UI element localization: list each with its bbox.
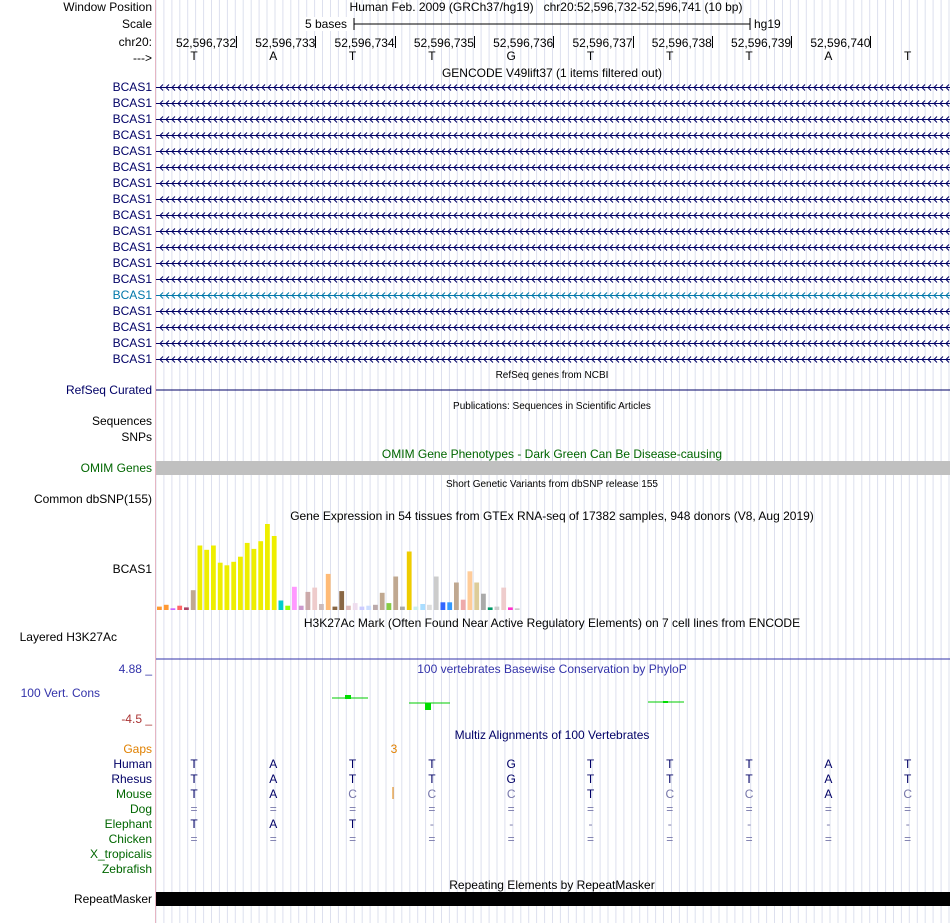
species-label[interactable]: Human: [113, 757, 152, 771]
alignment-base: =: [507, 832, 515, 846]
chrom-label: chr20:: [118, 35, 152, 49]
alignment-base: =: [190, 832, 198, 846]
ruler-tick-label: 52,596,734: [334, 36, 395, 50]
alignment-base: C: [427, 787, 437, 801]
gtex-bar: [258, 541, 263, 610]
db-name: hg19: [754, 17, 781, 31]
ruler-tick: [870, 36, 871, 48]
alignment-base: T: [348, 757, 357, 771]
track-area: [156, 0, 950, 923]
gtex-bar: [420, 604, 425, 610]
alignment-base: A: [269, 772, 278, 786]
species-label[interactable]: Mouse: [115, 787, 152, 801]
gtex-bar: [353, 603, 358, 610]
alignment-base: =: [349, 832, 357, 846]
gencode-gene-label[interactable]: BCAS1: [112, 80, 152, 94]
gtex-bar: [400, 607, 405, 610]
gtex-bar: [366, 606, 371, 610]
gencode-gene-label[interactable]: BCAS1: [112, 240, 152, 254]
base-letter: T: [428, 49, 436, 63]
gtex-bar: [454, 583, 459, 611]
species-label[interactable]: Elephant: [104, 817, 152, 831]
gtex-bar: [501, 588, 506, 610]
gtex-gene-label[interactable]: BCAS1: [112, 562, 152, 576]
alignment-base: -: [509, 817, 514, 831]
omim-bar[interactable]: [156, 461, 950, 475]
gtex-bar: [495, 607, 500, 610]
gencode-gene-label[interactable]: BCAS1: [112, 352, 152, 366]
species-label[interactable]: Dog: [129, 802, 152, 816]
gtex-bar: [164, 605, 169, 610]
alignment-base: =: [190, 802, 198, 816]
ruler-tick: [315, 36, 316, 48]
alignment-base: T: [745, 757, 753, 771]
ruler-tick: [236, 36, 237, 48]
gtex-bar: [326, 574, 331, 610]
scale-bar: [156, 16, 950, 36]
ruler-tick-label: 52,596,739: [731, 36, 792, 50]
gtex-bar: [238, 557, 243, 610]
strand-label: --->: [133, 51, 152, 65]
ruler-tick-label: 52,596,738: [651, 36, 712, 50]
alignment-base: T: [428, 757, 436, 771]
alignment-base: C: [506, 787, 516, 801]
gencode-gene-label[interactable]: BCAS1: [112, 144, 152, 158]
alignment-base: =: [586, 802, 594, 816]
pubs-title: Publications: Sequences in Scientific Articles: [453, 401, 651, 412]
gtex-bar: [292, 587, 297, 610]
scale-text: 5 bases: [300, 17, 352, 31]
alignment-base: A: [269, 757, 278, 771]
refseq-title: RefSeq genes from NCBI: [495, 370, 609, 381]
alignment-base: C: [903, 787, 913, 801]
alignment-base: -: [826, 817, 831, 831]
gencode-transcripts[interactable]: [156, 80, 950, 370]
gencode-gene-label[interactable]: BCAS1: [112, 288, 152, 302]
alignment-base: T: [586, 787, 595, 801]
alignment-base: T: [190, 787, 198, 801]
species-label[interactable]: Rhesus: [111, 772, 152, 786]
alignment-base: G: [506, 772, 516, 786]
gtex-bar: [380, 593, 385, 610]
refseq-line[interactable]: [156, 388, 950, 392]
alignment-base: =: [666, 802, 674, 816]
gtex-bar: [198, 546, 203, 611]
ruler-tick: [633, 36, 634, 48]
alignment-base: T: [348, 817, 357, 831]
alignment-base: -: [588, 817, 593, 831]
dbsnp-label[interactable]: Common dbSNP(155): [33, 492, 152, 506]
base-letter: T: [190, 49, 198, 63]
ruler-tick-label: 52,596,733: [255, 36, 316, 50]
base-letter: T: [745, 49, 753, 63]
base-letter: A: [269, 49, 278, 63]
alignment-base: =: [428, 832, 436, 846]
ruler-tick-label: 52,596,740: [810, 36, 871, 50]
alignment-base: -: [667, 817, 672, 831]
gtex-bar: [231, 562, 236, 610]
alignment-base: =: [824, 832, 832, 846]
gtex-bar: [319, 604, 324, 610]
gap-marker: [388, 786, 398, 802]
alignment-base: A: [824, 772, 833, 786]
gtex-bar: [171, 608, 176, 610]
base-letter: T: [348, 49, 357, 63]
gencode-title: GENCODE V49lift37 (1 items filtered out): [441, 66, 663, 80]
gtex-bar: [414, 607, 419, 610]
gtex-bar-chart[interactable]: [156, 522, 950, 612]
gtex-bar: [515, 608, 520, 610]
gtex-bar: [373, 605, 378, 610]
alignment-base: A: [824, 757, 833, 771]
alignment-base: =: [586, 832, 594, 846]
alignment-base: =: [745, 802, 753, 816]
alignment-base: C: [348, 787, 357, 801]
gtex-bar: [279, 601, 284, 611]
gtex-bar: [481, 594, 486, 610]
ruler-tick-label: 52,596,736: [493, 36, 554, 50]
phylop-signal[interactable]: [156, 690, 950, 720]
gencode-gene-label[interactable]: BCAS1: [112, 96, 152, 110]
gtex-bar: [360, 607, 365, 610]
dbsnp-title: Short Genetic Variants from dbSNP release 155: [446, 479, 658, 490]
gtex-bar: [306, 592, 311, 610]
alignment-base: C: [665, 787, 675, 801]
species-label[interactable]: Chicken: [108, 832, 152, 846]
gtex-bar: [387, 603, 392, 610]
alignment-base: T: [190, 817, 198, 831]
gtex-bar: [461, 600, 466, 610]
gtex-bar: [211, 546, 216, 611]
alignment-base: T: [666, 757, 674, 771]
base-letter: T: [904, 49, 912, 63]
gtex-bar: [272, 536, 277, 610]
alignment-base: A: [824, 787, 833, 801]
alignment-base: T: [586, 772, 595, 786]
alignment-base: A: [269, 817, 278, 831]
base-letter: G: [506, 49, 516, 63]
gencode-gene-label[interactable]: BCAS1: [112, 160, 152, 174]
ruler-tick-label: 52,596,737: [572, 36, 633, 50]
assembly-position: Human Feb. 2009 (GRCh37/hg19) chr20:52,596,732-52,596,741 (10 bp): [349, 0, 743, 14]
ruler-tick: [791, 36, 792, 48]
gtex-bar: [427, 605, 432, 610]
alignment-base: T: [190, 757, 198, 771]
gtex-bar: [225, 565, 230, 610]
ruler-tick: [712, 36, 713, 48]
gtex-bar: [508, 607, 513, 610]
gencode-gene-label[interactable]: BCAS1: [112, 320, 152, 334]
alignment-base: T: [745, 772, 753, 786]
gtex-bar: [191, 590, 196, 610]
alignment-base: =: [269, 832, 277, 846]
cons-min-label: -4.5 _: [121, 712, 152, 726]
ruler-tick-label: 52,596,735: [413, 36, 474, 50]
gtex-bar: [407, 552, 412, 611]
gtex-bar: [157, 607, 162, 610]
gaps-label[interactable]: Gaps: [123, 742, 152, 756]
gencode-gene-label[interactable]: BCAS1: [112, 304, 152, 318]
omim-title: OMIM Gene Phenotypes - Dark Green Can Be Disease-causing: [381, 447, 723, 461]
gencode-gene-label[interactable]: BCAS1: [112, 192, 152, 206]
alignment-base: -: [747, 817, 752, 831]
gencode-gene-label[interactable]: BCAS1: [112, 112, 152, 126]
gencode-gene-label[interactable]: BCAS1: [112, 336, 152, 350]
repeat-title: Repeating Elements by RepeatMasker: [449, 878, 655, 892]
alignment-base: =: [904, 832, 912, 846]
alignment-base: T: [586, 757, 595, 771]
alignment-base: T: [666, 772, 674, 786]
repeat-bar[interactable]: [156, 892, 950, 906]
refseq-label[interactable]: RefSeq Curated: [65, 383, 152, 397]
species-label[interactable]: X_tropicalis: [89, 847, 152, 861]
gtex-title: Gene Expression in 54 tissues from GTEx RNA-seq of 17382 samples, 948 donors (V8, Aug 2019): [290, 509, 814, 523]
gencode-gene-label[interactable]: BCAS1: [112, 256, 152, 270]
gencode-gene-label[interactable]: BCAS1: [112, 272, 152, 286]
alignment-base: G: [506, 757, 516, 771]
gtex-bar: [252, 549, 257, 610]
repeatmasker-label[interactable]: RepeatMasker: [73, 892, 152, 906]
gtex-bar: [434, 577, 439, 611]
alignment-base: =: [428, 802, 436, 816]
alignment-base: -: [429, 817, 434, 831]
scale-label: Scale: [121, 17, 152, 31]
ruler-tick: [395, 36, 396, 48]
alignment-base: =: [745, 832, 753, 846]
alignment-base: T: [904, 757, 912, 771]
gtex-bar: [474, 583, 479, 611]
alignment-base: -: [905, 817, 910, 831]
gap-count: 3: [390, 742, 398, 756]
gtex-bar: [468, 571, 473, 610]
ruler-tick: [553, 36, 554, 48]
phylop-title: 100 vertebrates Basewise Conservation by PhyloP: [417, 662, 687, 676]
cons-max-label: 4.88 _: [118, 662, 152, 676]
gtex-bar: [488, 607, 493, 610]
gtex-bar: [447, 602, 452, 610]
gtex-bar: [312, 588, 317, 610]
ruler-tick: [474, 36, 475, 48]
gtex-bar: [285, 606, 290, 610]
gencode-gene-label[interactable]: BCAS1: [112, 176, 152, 190]
h3k27ac-title: H3K27Ac Mark (Often Found Near Active Regulatory Elements) on 7 cell lines from ENCODE: [303, 616, 801, 630]
base-letter: T: [586, 49, 595, 63]
sequences-label[interactable]: Sequences: [91, 414, 152, 428]
alignment-base: T: [428, 772, 436, 786]
gencode-gene-label[interactable]: BCAS1: [112, 128, 152, 142]
gtex-bar: [441, 602, 446, 610]
cons-label[interactable]: 100 Vert. Cons: [20, 686, 100, 700]
track-labels: [0, 0, 154, 923]
alignment-base: =: [507, 802, 515, 816]
alignment-base: =: [824, 802, 832, 816]
ruler-tick-label: 52,596,732: [175, 36, 236, 50]
alignment-base: =: [666, 832, 674, 846]
gtex-bar: [346, 606, 351, 610]
alignment-base: T: [904, 772, 912, 786]
gtex-bar: [177, 606, 182, 610]
gtex-bar: [339, 591, 344, 610]
multiz-title: Multiz Alignments of 100 Vertebrates: [454, 728, 650, 742]
alignment-base: =: [904, 802, 912, 816]
base-letter: T: [666, 49, 674, 63]
alignment-base: T: [190, 772, 198, 786]
snps-label[interactable]: SNPs: [121, 430, 152, 444]
gtex-bar: [265, 524, 270, 610]
alignment-base: =: [269, 802, 277, 816]
gtex-bar: [218, 563, 223, 610]
gencode-gene-label[interactable]: BCAS1: [112, 224, 152, 238]
gtex-bar: [245, 543, 250, 610]
h3k27ac-baseline: [156, 657, 950, 661]
gencode-gene-label[interactable]: BCAS1: [112, 208, 152, 222]
alignment-base: A: [269, 787, 278, 801]
base-letter: A: [824, 49, 833, 63]
gtex-bar: [299, 606, 304, 610]
gtex-bar: [393, 577, 398, 611]
omim-label[interactable]: OMIM Genes: [80, 461, 152, 475]
gtex-bar: [204, 550, 209, 610]
window-position-label: Window Position: [63, 0, 152, 14]
gtex-bar: [184, 607, 189, 610]
gtex-bar: [333, 607, 338, 610]
species-label[interactable]: Zebrafish: [101, 862, 152, 876]
h3k27ac-label[interactable]: Layered H3K27Ac: [19, 630, 117, 644]
alignment-base: =: [349, 802, 357, 816]
alignment-base: C: [744, 787, 754, 801]
alignment-base: T: [348, 772, 357, 786]
